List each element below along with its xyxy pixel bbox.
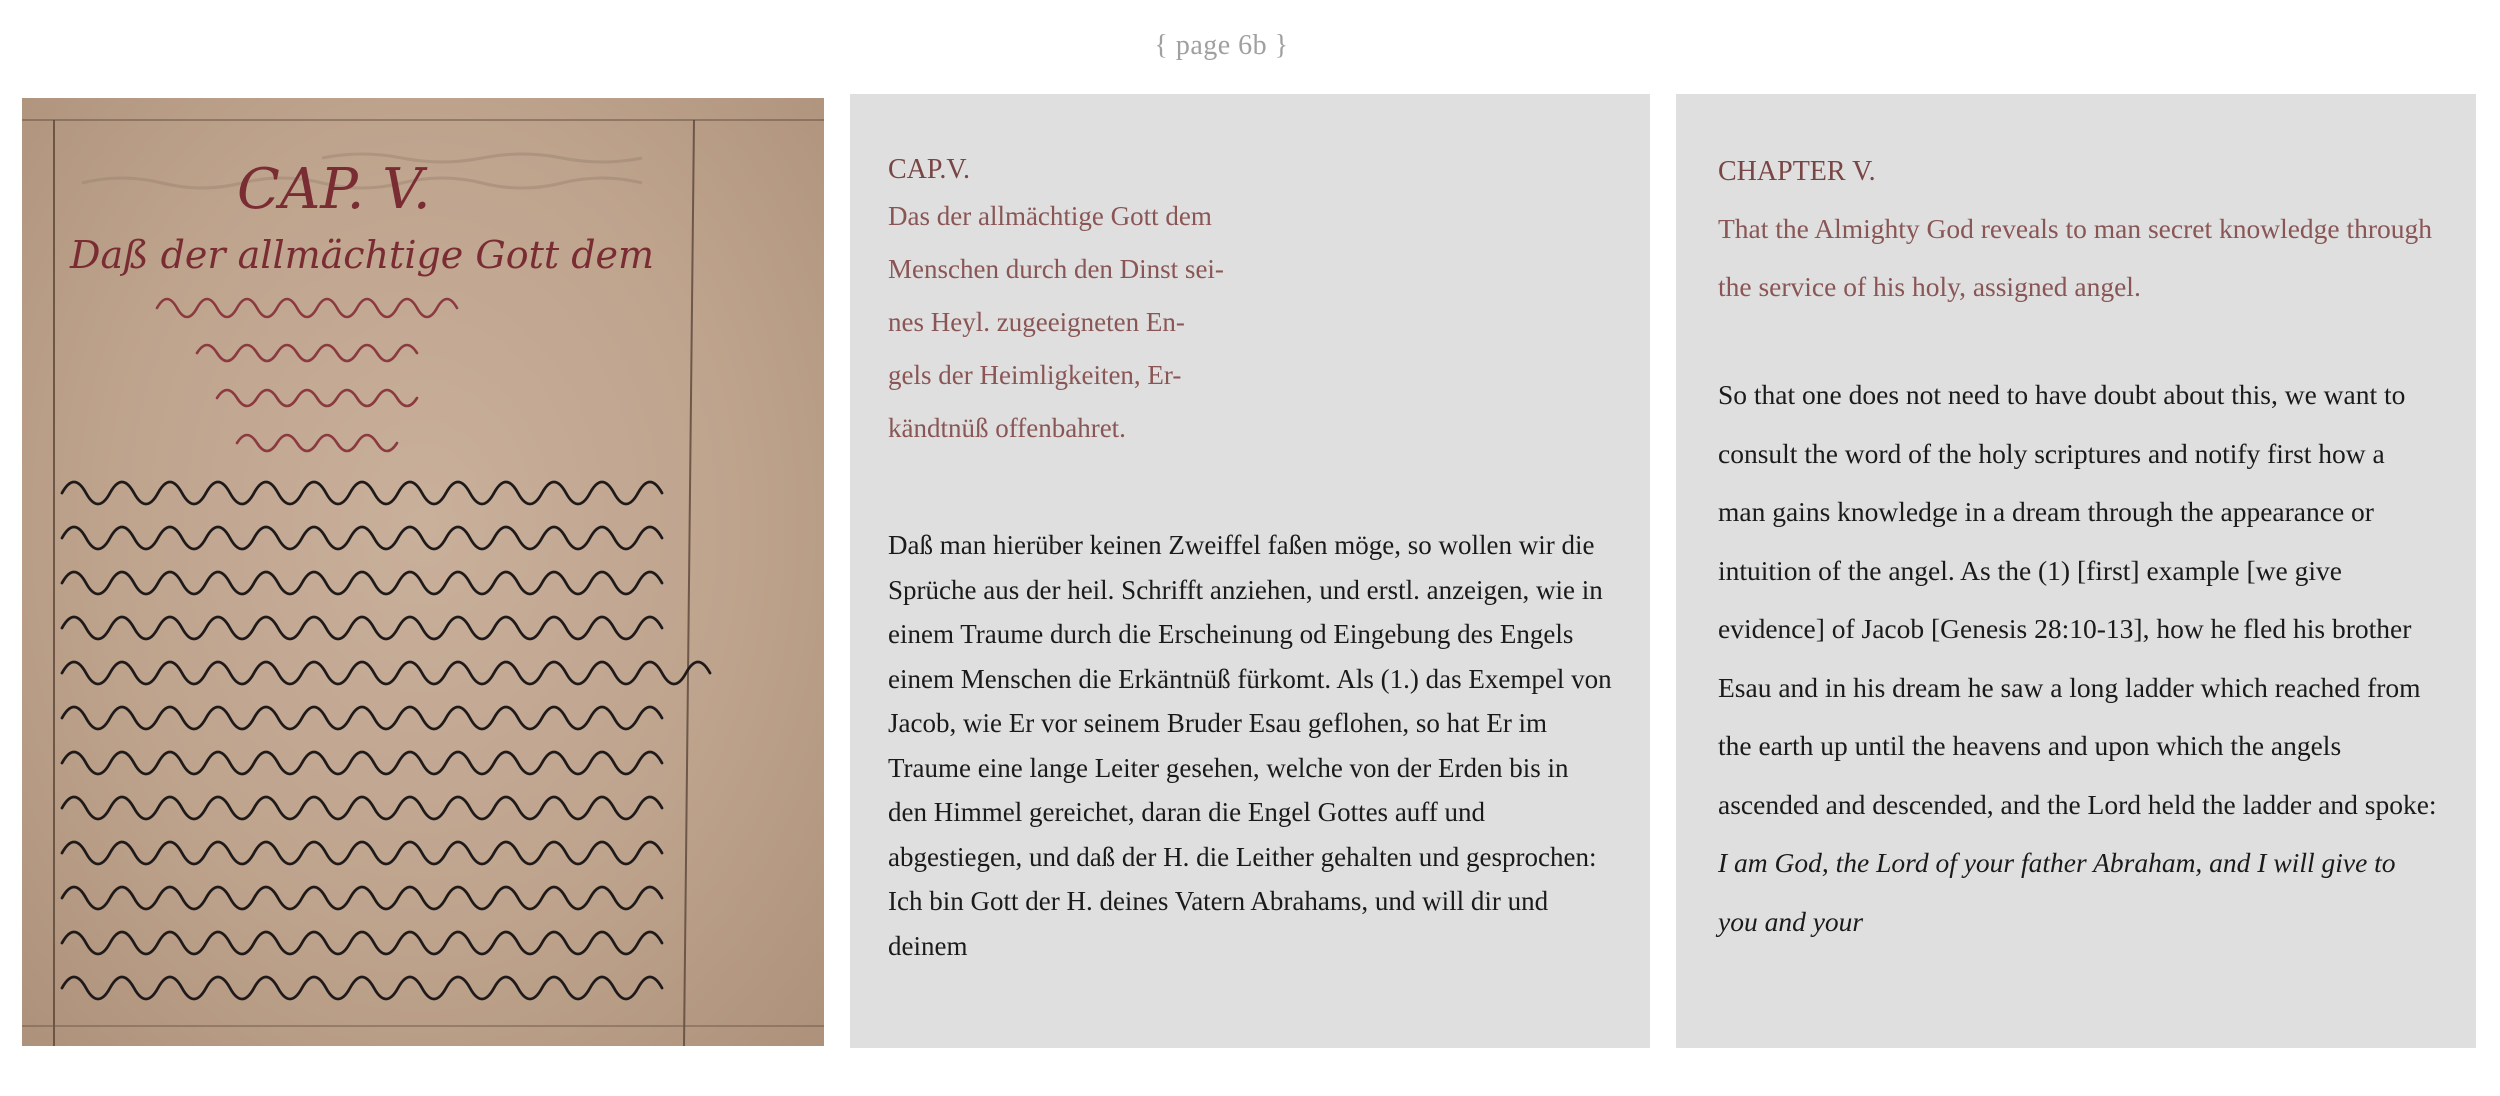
page-label: { page 6b } [1154, 30, 1289, 61]
english-subtitle: That the Almighty God reveals to man secret knowledge through the service of his holy, assigned angel. [1718, 213, 2433, 302]
german-subtitle-line: Menschen durch den Dinst sei- [888, 254, 1224, 284]
german-chapter-heading: CAP.V. [888, 154, 970, 185]
german-body-text: Daß man hierüber keinen Zweiffel faßen möge, so wollen wir die Sprüche aus der heil. Schrifft anziehen, und erstl. anzeigen, wie in einem Traume durch die Erscheinung od Eingebung des Engels einem Menschen die Erkäntnüß fürkomt. Als (1.) das Exempel von Jacob, wie Er vor seinem Bruder Esau geflohen, so hat Er im Traume eine lange Leiter gesehen, welche von der Erden bis in den Himmel gereichet, daran die Engel Gottes auff und abgestiegen, und daß der H. die Leither gehalten und gesprochen: Ich bin Gott der H. deines Vatern Abrahams, und will dir und deinem [888, 530, 1612, 961]
manuscript-title-line: Daß der allmächtige Gott dem [70, 233, 655, 277]
english-translation-panel [1676, 94, 2476, 1048]
german-subtitle-line: Das der allmächtige Gott dem [888, 201, 1212, 231]
german-subtitle-line: kändtnüß offenbahret. [888, 413, 1126, 443]
english-body-regular: So that one does not need to have doubt about this, we want to consult the word of the holy scriptures and notify first how a man gains knowledge in a dream through the appearance or intuition of the angel. As the (1) [first] example [we give evidence] of Jacob [Genesis 28:10-13], how he fled his brother Esau and in his dream he saw a long ladder which reached from the earth up until the heavens and upon which the angels ascended and descended, and the Lord held the ladder and spoke: [1718, 379, 2437, 820]
manuscript-image [22, 98, 824, 1046]
german-subtitle-line: gels der Heimligkeiten, Er- [888, 360, 1182, 390]
english-chapter-heading: CHAPTER V. [1718, 156, 1876, 187]
english-body-italic-quote: I am God, the Lord of your father Abraham, and I will give to you and your [1718, 847, 2396, 937]
german-subtitle-line: nes Heyl. zugeeigneten En- [888, 307, 1185, 337]
german-transcription-panel [850, 94, 1650, 1048]
english-body-text [1718, 366, 2438, 951]
german-subtitle [888, 190, 1612, 455]
manuscript-heading: CAP. V. [237, 157, 431, 222]
